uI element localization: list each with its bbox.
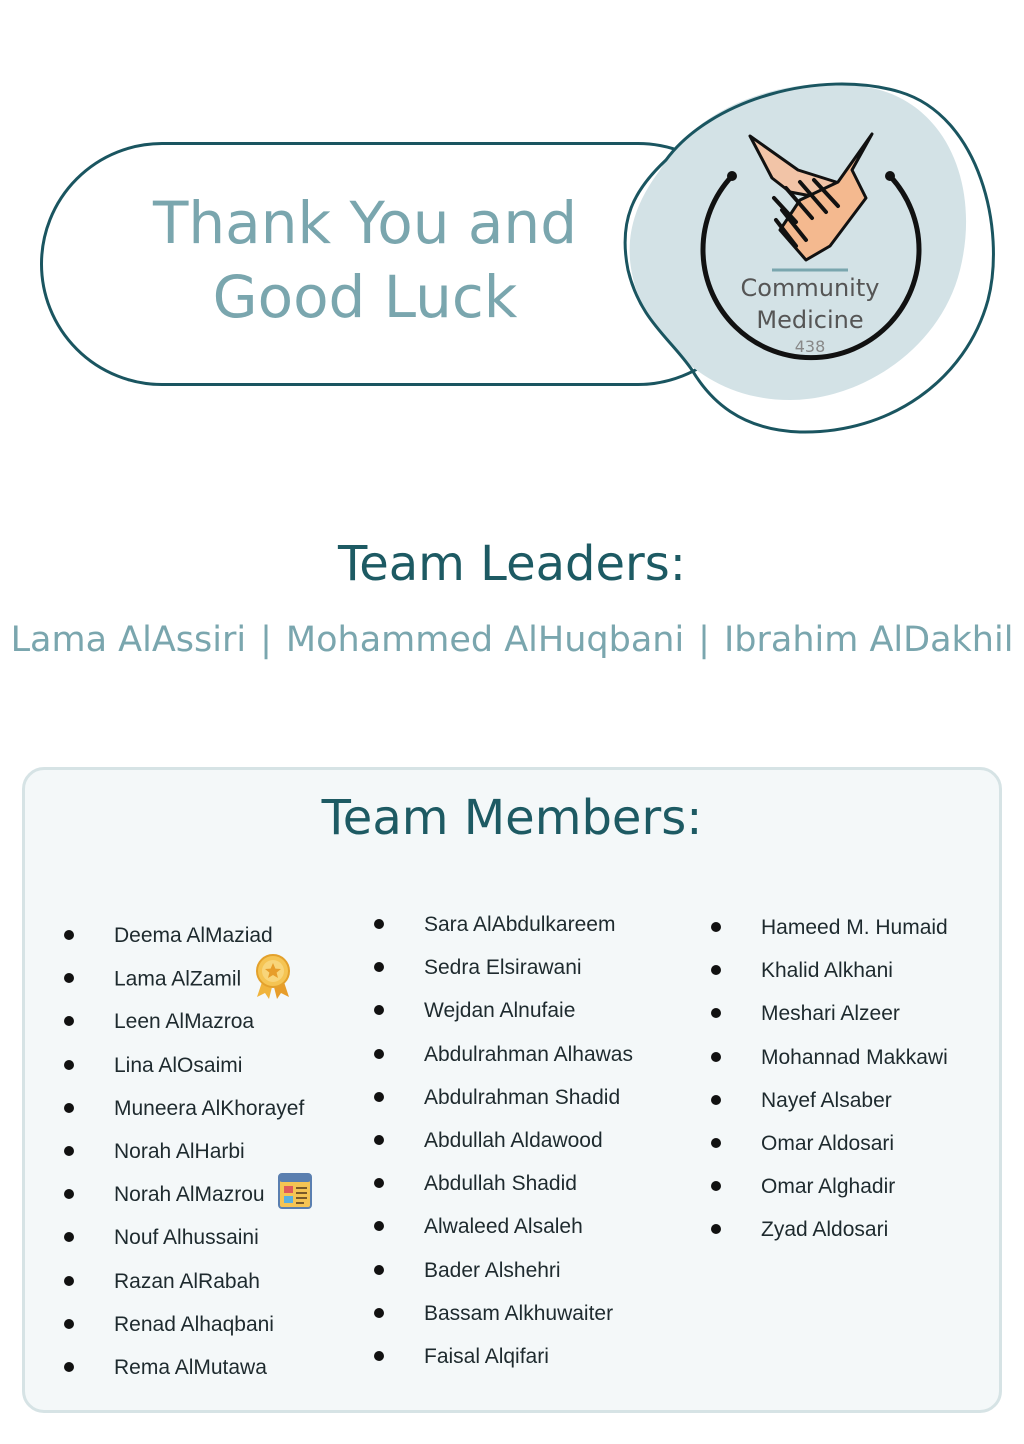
logo-ring-end-left bbox=[727, 171, 737, 181]
member-name: Norah AlMazrou bbox=[114, 1183, 265, 1207]
member-name: Abdullah Aldawood bbox=[424, 1128, 603, 1152]
list-item bbox=[64, 957, 314, 1000]
list-item bbox=[711, 992, 948, 1035]
bullet-icon bbox=[374, 1135, 384, 1145]
thank-you-line-2: Good Luck bbox=[212, 263, 518, 331]
bullet-icon bbox=[64, 1362, 74, 1372]
bullet-icon bbox=[64, 1016, 74, 1026]
leader-name: Lama AlAssiri bbox=[10, 620, 247, 660]
list-item bbox=[374, 903, 633, 946]
member-name: Abdulrahman Alhawas bbox=[424, 1042, 633, 1066]
list-item bbox=[64, 1260, 314, 1303]
bullet-icon bbox=[64, 1319, 74, 1329]
bullet-icon bbox=[374, 1178, 384, 1188]
bullet-icon bbox=[374, 962, 384, 972]
member-name: Lama AlZamil bbox=[114, 967, 242, 991]
bullet-icon bbox=[711, 1224, 721, 1234]
member-name: Nouf Alhussaini bbox=[114, 1226, 259, 1250]
member-name: Leen AlMazroa bbox=[114, 1010, 255, 1034]
list-item bbox=[374, 989, 633, 1032]
bullet-icon bbox=[64, 1060, 74, 1070]
list-item bbox=[64, 1173, 314, 1216]
member-name: Deema AlMaziad bbox=[114, 924, 273, 947]
members-column-3 bbox=[711, 906, 948, 1252]
bullet-icon bbox=[374, 1351, 384, 1361]
member-name: Norah AlHarbi bbox=[114, 1139, 245, 1163]
member-name: Nayef Alsaber bbox=[761, 1088, 892, 1112]
members-column-1 bbox=[64, 914, 314, 1389]
members-column-2 bbox=[374, 903, 633, 1378]
list-item bbox=[374, 1033, 633, 1076]
bullet-icon bbox=[711, 965, 721, 975]
list-item bbox=[64, 1044, 314, 1087]
list-item bbox=[64, 914, 314, 957]
member-name: Razan AlRabah bbox=[114, 1269, 260, 1293]
member-name: Faisal Alqifari bbox=[424, 1344, 549, 1368]
logo-text-community: Community bbox=[740, 274, 880, 302]
thank-you-heading bbox=[120, 186, 610, 334]
leader-name: Ibrahim AlDakhil bbox=[723, 620, 1014, 660]
list-item bbox=[711, 1036, 948, 1079]
list-item bbox=[64, 1000, 314, 1043]
list-item bbox=[374, 1205, 633, 1248]
member-name: Omar Alghadir bbox=[761, 1175, 896, 1199]
list-item bbox=[711, 1122, 948, 1165]
member-name: Rema AlMutawa bbox=[114, 1355, 267, 1379]
team-leaders-title: Team Leaders: bbox=[338, 536, 686, 592]
member-name: Hameed M. Humaid bbox=[761, 916, 948, 939]
logo-text-medicine: Medicine bbox=[756, 306, 864, 334]
bullet-icon bbox=[64, 930, 74, 940]
list-item bbox=[64, 1130, 314, 1173]
list-item bbox=[711, 949, 948, 992]
leader-separator: | bbox=[260, 620, 272, 660]
member-name: Meshari Alzeer bbox=[761, 1002, 900, 1026]
bullet-icon bbox=[711, 1138, 721, 1148]
member-name: Alwaleed Alsaleh bbox=[424, 1215, 583, 1239]
community-medicine-logo bbox=[600, 70, 1010, 450]
member-name: Muneera AlKhorayef bbox=[114, 1096, 305, 1120]
bullet-icon bbox=[64, 1103, 74, 1113]
bullet-icon bbox=[711, 1095, 721, 1105]
bullet-icon bbox=[711, 1008, 721, 1018]
list-item bbox=[374, 1292, 633, 1335]
bullet-icon bbox=[374, 919, 384, 929]
member-name: Zyad Aldosari bbox=[761, 1218, 889, 1242]
list-item bbox=[711, 906, 948, 949]
bullet-icon bbox=[374, 1265, 384, 1275]
bullet-icon bbox=[64, 1232, 74, 1242]
list-item bbox=[374, 946, 633, 989]
member-name: Omar Aldosari bbox=[761, 1131, 895, 1155]
list-item bbox=[64, 1216, 314, 1259]
member-name: Wejdan Alnufaie bbox=[424, 999, 576, 1023]
bullet-icon bbox=[711, 1052, 721, 1062]
list-item bbox=[711, 1079, 948, 1122]
list-item bbox=[374, 1249, 633, 1292]
thank-you-line-1: Thank You and bbox=[152, 189, 578, 257]
logo-text-number: 438 bbox=[794, 337, 826, 356]
list-item bbox=[711, 1165, 948, 1208]
bullet-icon bbox=[374, 1092, 384, 1102]
bullet-icon bbox=[374, 1005, 384, 1015]
logo-ring-end-right bbox=[885, 171, 895, 181]
bullet-icon bbox=[711, 922, 721, 932]
list-item bbox=[64, 1087, 314, 1130]
bullet-icon bbox=[374, 1221, 384, 1231]
member-name: Lina AlOsaimi bbox=[114, 1053, 243, 1077]
bullet-icon bbox=[374, 1308, 384, 1318]
list-item bbox=[64, 1303, 314, 1346]
bullet-icon bbox=[711, 1181, 721, 1191]
member-name: Abdullah Shadid bbox=[424, 1172, 577, 1196]
member-name: Bader Alshehri bbox=[424, 1258, 561, 1282]
member-name: Renad Alhaqbani bbox=[114, 1312, 274, 1336]
member-name: Sara AlAbdulkareem bbox=[424, 913, 616, 936]
team-leaders-list bbox=[0, 620, 1024, 660]
document-icon bbox=[276, 1172, 314, 1212]
team-members-title: Team Members: bbox=[321, 790, 703, 846]
member-name: Sedra Elsirawani bbox=[424, 956, 582, 980]
list-item bbox=[374, 1076, 633, 1119]
bullet-icon bbox=[64, 973, 74, 983]
list-item bbox=[64, 1346, 314, 1389]
leader-name: Mohammed AlHuqbani bbox=[285, 620, 685, 660]
medal-icon bbox=[253, 953, 293, 999]
bullet-icon bbox=[374, 1049, 384, 1059]
list-item bbox=[374, 1119, 633, 1162]
bullet-icon bbox=[64, 1146, 74, 1156]
list-item bbox=[711, 1208, 948, 1251]
bullet-icon bbox=[64, 1276, 74, 1286]
list-item bbox=[374, 1335, 633, 1378]
bullet-icon bbox=[64, 1189, 74, 1199]
member-name: Khalid Alkhani bbox=[761, 959, 893, 983]
leader-separator: | bbox=[698, 620, 710, 660]
member-name: Bassam Alkhuwaiter bbox=[424, 1301, 614, 1325]
list-item bbox=[374, 1162, 633, 1205]
member-name: Mohannad Makkawi bbox=[761, 1045, 948, 1069]
member-name: Abdulrahman Shadid bbox=[424, 1085, 621, 1109]
